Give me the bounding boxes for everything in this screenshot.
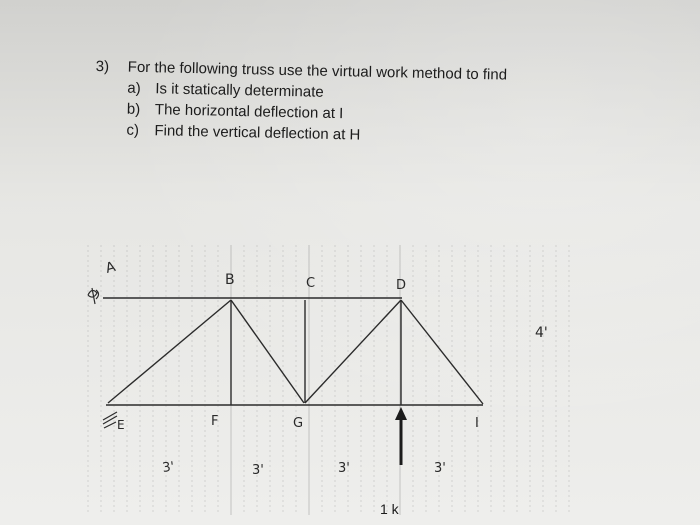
graph-paper-grid: [88, 245, 569, 515]
question-number: 3): [95, 57, 110, 76]
joint-label-F: F: [211, 414, 219, 429]
question-prompt: For the following truss use the virtual work method to find: [127, 58, 508, 84]
item-letter: a): [127, 79, 141, 97]
joint-label-B: B: [225, 272, 235, 288]
joint-label-D: D: [396, 278, 407, 293]
member-E-B: [108, 300, 231, 403]
joint-label-I: I: [475, 416, 479, 431]
span-label-2: 3': [252, 463, 264, 478]
item-text: Is it statically determinate: [155, 80, 324, 101]
span-label-4: 3': [434, 461, 446, 476]
height-dimension-label: 4': [535, 325, 548, 341]
item-letter: b): [126, 100, 141, 118]
span-label-3: 3': [338, 461, 350, 476]
support-symbols: [88, 288, 117, 428]
member-G-D: [305, 300, 401, 403]
joint-label-A: A: [103, 258, 118, 277]
item-letter: c): [126, 121, 140, 139]
joint-label-C: C: [306, 276, 316, 291]
span-label-1: 3': [161, 459, 176, 476]
joint-label-E: E: [117, 418, 125, 432]
load-arrow: [395, 407, 407, 465]
item-text: The horizontal deflection at I: [154, 101, 344, 123]
joint-label-G: G: [293, 416, 304, 431]
member-B-G: [231, 300, 304, 403]
load-label: 1 k: [380, 501, 399, 517]
item-text: Find the vertical deflection at H: [154, 122, 361, 144]
